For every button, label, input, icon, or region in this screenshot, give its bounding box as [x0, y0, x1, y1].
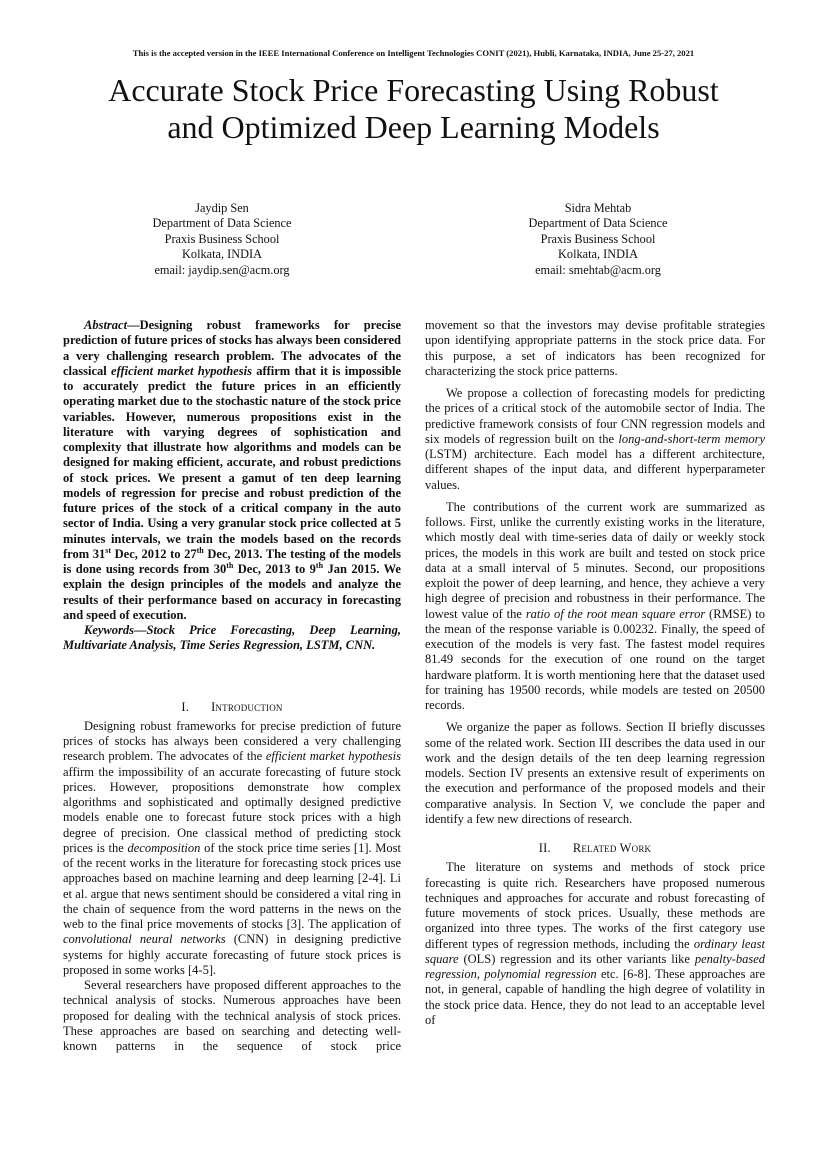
- author-email: email: jaydip.sen@acm.org: [154, 262, 290, 277]
- right-paragraph-2: [425, 386, 765, 493]
- text-segment: Jan 2015. We explain the design principles of the models and analyze the results of their performance based on accuracy in forecasting and speed of execution.: [63, 562, 401, 622]
- author-location: Kolkata, INDIA: [558, 247, 638, 262]
- text-segment: (OLS) regression and its other variants like: [458, 951, 695, 966]
- author-dept: Department of Data Science: [528, 216, 668, 231]
- related-paragraph-1: [425, 860, 765, 1028]
- section-heading-related-work: [425, 841, 765, 856]
- right-column: [425, 318, 765, 1028]
- right-paragraph-1: [425, 318, 765, 379]
- text-segment: Several researchers have proposed different approaches to the technical analysis of stocks. Numerous approaches have been proposed for dealing with the technical analysis of stock prices. These approaches are based on searching and detecting well-known patterns in the sequence of stock price: [63, 978, 401, 1053]
- author-dept: Department of Data Science: [152, 216, 292, 231]
- author-email: email: smehtab@acm.org: [535, 262, 661, 277]
- text-segment: affirm the impossibility of an accurate forecasting of future stock prices. However, propositions demonstrate how complex algorithms and sophisticated and optimally designed predictive models enable one to forecast future stock prices with a high degree of precision. One classical method of predicting stock prices is the: [63, 764, 401, 855]
- italic-text: efficient market hypothesis: [265, 749, 401, 764]
- author-block-1: [92, 201, 352, 278]
- italic-text: penalty-based regression: [425, 951, 765, 981]
- text-segment: affirm that it is impossible to accurately predict the future prices in an efficiently operating market due to the stochastic nature of the stock price variables. However, numerous propositions exist in the literature with varying degrees of sophistication and complexity that illustrate how algorithms and models can be designed for making efficient, accurate, and robust predictions of stock prices. We present a gamut of ten deep learning models of regression for precise and robust prediction of the future prices of the stock of a critical company in the auto sector of India. Using a very granular stock price collected at 5 minutes intervals, we train the models based on the records from 31: [63, 363, 401, 561]
- section-number: II.: [538, 841, 551, 855]
- text-segment: Designing robust frameworks for precise prediction of future prices of stocks has always been considered a very challenging research problem. The advocates of the: [63, 718, 401, 764]
- text-segment: (CNN) in designing predictive systems for highly accurate forecasting of future stock prices is proposed in some works [4-5].: [63, 932, 401, 977]
- conference-note: This is the accepted version in the IEEE International Conference on Intelligent Technologies CONIT (2021), Hubli, Karnataka, INDIA, June 25-27, 2021: [132, 48, 695, 58]
- text-segment: The literature on systems and methods of stock price forecasting is quite rich. Researchers have proposed numerous techniques and approaches for accurate and robust forecasting of future movements of stock prices. Usually, these methods are organized into three types. The works of the first category use different types of regression methods, including the: [425, 860, 765, 951]
- intro-paragraph-1: [63, 719, 401, 978]
- author-block-2: [468, 201, 728, 278]
- text-segment: —Designing robust frameworks for precise prediction of future prices of stocks has always been considered a very challenging research problem. The advocates of the classical: [63, 318, 401, 378]
- superscript: th: [226, 560, 234, 570]
- italic-text: polynomial regression: [484, 967, 597, 981]
- italic-text: convolutional neural networks: [63, 932, 226, 947]
- text-segment: (RMSE) to the mean of the response variable is 0.00232. Finally, the speed of execution of the models is very fast. The fastest model requires 81.49 seconds for the execution of one round on the target hardware platform. It is worth mentioning here that the dataset used for training has 19500 records, while models are tested on 20500 records.: [425, 606, 766, 712]
- text-segment: We propose a collection of forecasting models for predicting the prices of a critical stock of the automobile sector of India. The predictive framework consists of four CNN regression models and six models of regression built on the: [425, 386, 765, 446]
- italic-text: long-and-short-term memory: [618, 431, 766, 446]
- author-org: Praxis Business School: [540, 231, 656, 246]
- intro-paragraph-2: [63, 978, 401, 1054]
- text-segment: movement so that the investors may devise profitable strategies upon identifying appropriate patterns in the stock price data. For this purpose, a set of indicators has been recognized for characterizing the stock price patterns.: [425, 318, 765, 378]
- italic-text: decomposition: [127, 840, 201, 855]
- text-segment: (LSTM) architecture. Each model has a different architecture, different shapes of the input data, and different hyperparameter values.: [425, 447, 765, 492]
- superscript: th: [196, 545, 204, 555]
- right-paragraph-3: [425, 500, 765, 714]
- text-segment: The contributions of the current work are summarized as follows. First, unlike the currently existing works in the literature, which mostly deal with time-series data of daily or weekly stock prices, the models in this work are built and tested on stock price data at a small interval of 5 minutes. Second, our propositions exploit the power of deep learning, and hence, they achieve a very high degree of precision and robustness in their performance. The lowest value of the: [425, 499, 765, 621]
- title-line-2: and Optimized Deep Learning Models: [167, 109, 660, 145]
- author-name: Sidra Mehtab: [564, 201, 632, 215]
- superscript: st: [105, 545, 112, 555]
- text-segment: We organize the paper as follows. Section II briefly discusses some of the related work. Section III describes the data used in our work and the design details of the ten deep learning regression models. Section IV presents an extensive result of experiments on the execution and performance of the proposed models and their comparative analysis. In Section V, we conclude the paper and identify a few new directions of research.: [425, 720, 765, 826]
- text-segment: Dec, 2013. The testing of the models is done using records from 30: [63, 546, 401, 576]
- abstract: [63, 318, 401, 623]
- section-title: Introduction: [211, 699, 283, 714]
- italic-text: Abstract: [84, 318, 128, 332]
- italic-text: ratio of the root mean square error: [525, 606, 706, 621]
- author-location: Kolkata, INDIA: [182, 247, 262, 262]
- text-segment: Dec, 2013 to 9: [233, 562, 316, 576]
- paper-title: [40, 72, 787, 146]
- italic-text: efficient market hypothesis: [111, 363, 252, 378]
- author-name: Jaydip Sen: [195, 201, 249, 215]
- text-segment: Keywords—Stock Price Forecasting, Deep Learning, Multivariate Analysis, Time Series Regression, LSTM, CNN.: [63, 623, 401, 653]
- section-heading-introduction: [63, 700, 401, 715]
- superscript: th: [315, 560, 324, 570]
- italic-text: ordinary least square: [425, 936, 765, 966]
- left-column: [63, 318, 401, 1054]
- section-title: Related Work: [572, 841, 652, 855]
- right-paragraph-4: [425, 720, 765, 827]
- text-segment: of the stock price time series [1]. Most of the recent works in the literature for forecasting stock prices use approaches based on machine learning and deep learning [2-4]. Li et al. argue that news sentiment should be considered a vital ring in the chain of sequence from the word patterns in the news on the web to the final price movements of stocks [3]. The application of: [63, 840, 401, 931]
- author-org: Praxis Business School: [164, 231, 280, 246]
- title-line-1: Accurate Stock Price Forecasting Using Robust: [108, 72, 719, 108]
- text-segment: Dec, 2012 to 27: [111, 546, 197, 561]
- text-segment: etc. [6-8]. These approaches are not, in general, capable of handling the high degree of volatility in the stock price data. Hence, they do not lead to an acceptable level of: [425, 967, 766, 1027]
- keywords: [63, 623, 401, 654]
- section-number: I.: [181, 699, 190, 714]
- text-segment: ,: [476, 967, 485, 981]
